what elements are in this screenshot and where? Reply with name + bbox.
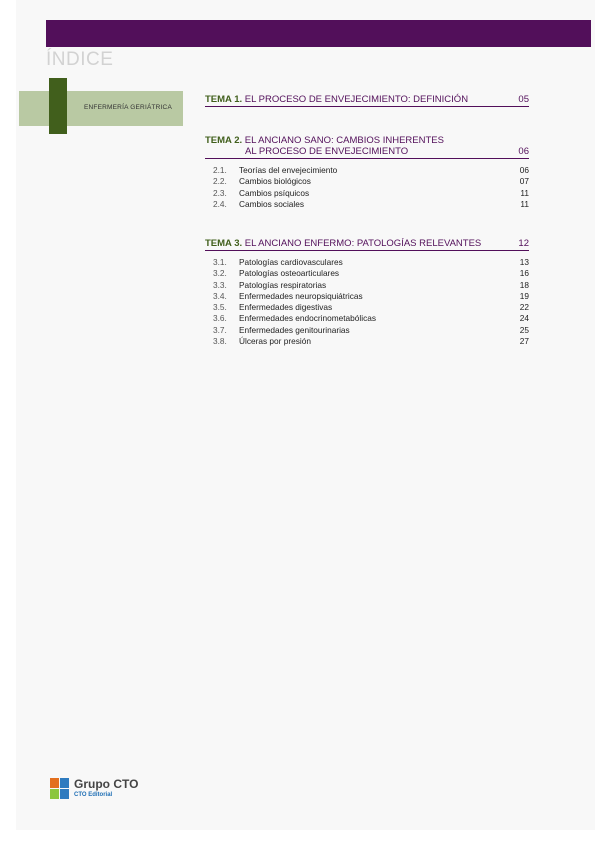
tema-page: 12 [518,238,529,249]
index-title: ÍNDICE [46,49,114,70]
subsection-title: Cambios biológicos [239,176,311,187]
subsection-page: 19 [519,290,529,301]
subsection-number: 3.5. [213,302,227,313]
toc-tema-1[interactable] [205,94,529,107]
subsection-number: 3.6. [213,313,227,324]
subsection-list [205,165,529,210]
subsection-page: 27 [519,336,529,347]
subsection-page: 25 [519,324,529,335]
tema-number: TEMA 2. [205,135,243,146]
subsection-title: Enfermedades endocrinometabólicas [239,313,376,324]
subsection-number: 3.4. [213,290,227,301]
logo-square [50,789,59,799]
subsection-number: 3.7. [213,324,227,335]
logo-square [60,789,69,799]
logo-square [60,778,69,788]
tema-title-continued: AL PROCESO DE ENVEJECIMIENTO [245,146,409,157]
subsection-number: 2.1. [213,165,227,175]
subsection-title: Enfermedades genitourinarias [239,324,350,335]
section-label: ENFERMERÍA GERIÁTRICA [84,104,172,111]
subsection-title: Enfermedades neuropsiquiátricas [239,290,363,301]
subsection-number: 3.2. [213,268,227,279]
toc-tema-2[interactable] [205,135,529,210]
subsection-page: 24 [519,313,529,324]
subsection-row[interactable] [205,257,529,268]
subsection-list [205,257,529,347]
subsection-title: Teorías del envejecimiento [239,165,338,175]
tema-title: EL PROCESO DE ENVEJECIMIENTO: DEFINICIÓN [244,94,469,105]
subsection-page: 11 [520,187,529,198]
tema-page: 06 [518,146,529,157]
subsection-row[interactable] [205,336,529,347]
subsection-row[interactable] [205,325,529,336]
subsection-title: Patologías respiratorias [239,279,327,290]
toc-tema-3[interactable] [205,238,529,347]
subsection-title: Úlceras por presión [239,336,311,347]
tema-number: TEMA 3. [205,238,243,249]
subsection-title: Patologías osteoarticulares [239,268,340,279]
subsection-row[interactable] [205,313,529,324]
logo-squares-icon [50,778,70,800]
subsection-number: 3.1. [213,257,227,267]
subsection-title: Cambios sociales [239,198,305,209]
header-band [46,20,591,47]
subsection-row[interactable] [205,268,529,279]
subsection-row[interactable] [205,165,529,176]
subsection-row[interactable] [205,280,529,291]
subsection-page: 13 [519,257,529,267]
subsection-title: Patologías cardiovasculares [239,257,343,267]
subsection-row[interactable] [205,176,529,187]
subsection-number: 2.3. [213,187,227,198]
subsection-row[interactable] [205,302,529,313]
tema-heading[interactable] [205,238,529,251]
subsection-page: 16 [519,268,529,279]
subsection-page: 18 [519,279,529,290]
subsection-page: 06 [519,165,529,175]
subsection-number: 2.2. [213,176,227,187]
section-tab-accent [49,78,67,134]
tema-title: EL ANCIANO ENFERMO: PATOLOGÍAS RELEVANTES [244,238,482,249]
tema-heading[interactable] [205,135,529,159]
tema-page: 05 [518,94,529,105]
tema-title: EL ANCIANO SANO: CAMBIOS INHERENTES [244,135,444,146]
logo-subtitle: CTO Editorial [74,792,113,798]
subsection-number: 3.3. [213,279,227,290]
subsection-row[interactable] [205,199,529,210]
subsection-row[interactable] [205,291,529,302]
subsection-page: 11 [520,198,529,209]
subsection-page: 22 [519,302,529,313]
subsection-number: 2.4. [213,198,227,209]
subsection-page: 07 [519,176,529,187]
subsection-title: Cambios psíquicos [239,187,310,198]
logo-square [50,778,59,788]
subsection-title: Enfermedades digestivas [239,302,333,313]
subsection-number: 3.8. [213,336,227,347]
tema-heading[interactable] [205,94,529,107]
logo-name: Grupo CTO [74,777,139,791]
subsection-row[interactable] [205,188,529,199]
tema-number: TEMA 1. [205,94,243,105]
